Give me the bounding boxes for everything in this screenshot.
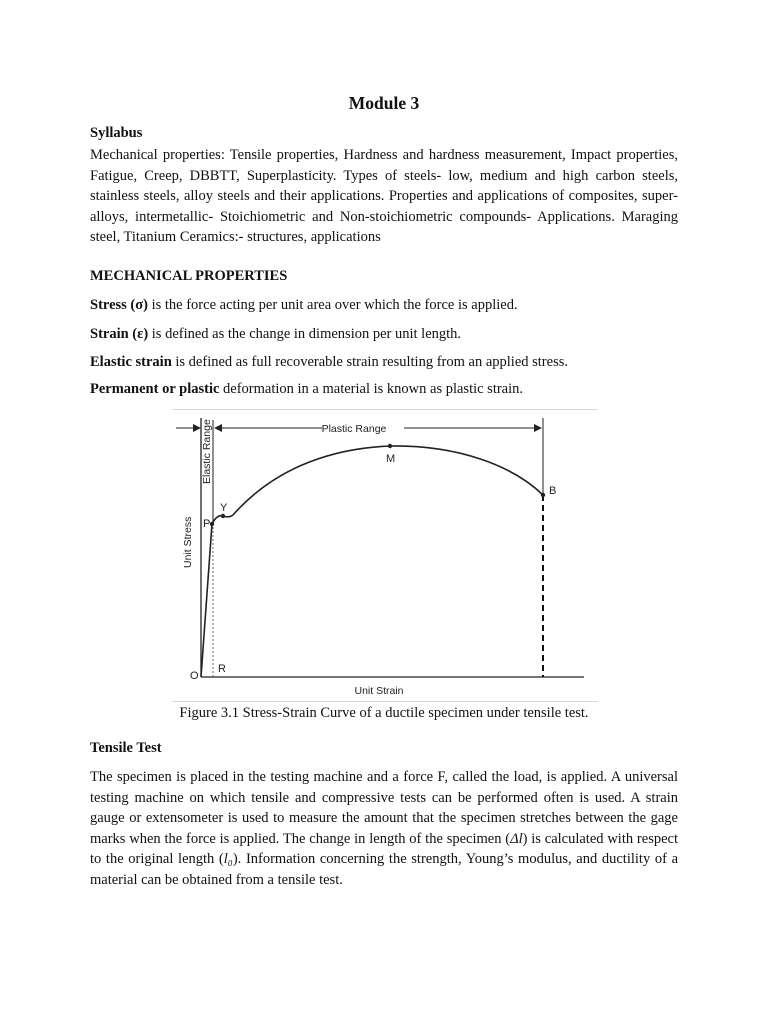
definition-text: deformation in a material is known as plastic strain. (219, 381, 524, 397)
delta-l-symbol: Δl (510, 830, 523, 847)
point-m-label: M (386, 453, 396, 465)
syllabus-text: Mechanical properties: Tensile properties, Hardness and hardness measurement, Impact properties, Fatigue, Creep, DBBTT, Superplasticity. Types of steels- low, medium and high carbon steels, stainless steels, alloy steels and their applications. Properties and applications of composites, super-alloys, intermetallic- Stoichiometric and Non-stoichiometric compounds- Applications. Maraging steel, Titanium Ceramics:- structures, applications (90, 147, 678, 246)
point-m-marker (388, 444, 392, 448)
mechanical-properties-heading: MECHANICAL PROPERTIES (90, 268, 288, 284)
elastic-range-label: Elastic Range (201, 419, 213, 484)
stress-strain-diagram (172, 410, 598, 701)
point-b-label: B (549, 485, 557, 497)
point-y-label: Y (220, 502, 228, 514)
point-y-marker (221, 514, 225, 518)
point-o-label: O (190, 670, 199, 682)
tensile-test-text (90, 767, 678, 891)
point-p-label: P (203, 518, 211, 530)
definition-elastic-strain (90, 354, 690, 371)
page-title: Module 3 (348, 93, 420, 113)
plastic-range-label: Plastic Range (321, 423, 387, 435)
syllabus-heading: Syllabus (90, 125, 143, 141)
figure-caption: Figure 3.1 Stress-Strain Curve of a ductile specimen under tensile test. (179, 705, 589, 721)
point-r-label: R (218, 663, 226, 675)
definition-term: Elastic strain (90, 354, 172, 370)
stress-strain-figure (172, 409, 598, 702)
definition-text: is defined as the change in dimension per unit length. (148, 326, 462, 342)
definition-term: Permanent or plastic (90, 381, 220, 397)
definition-term: Stress (σ) (90, 297, 148, 313)
tensile-text-part: The specimen is placed in the testing machine and a force F, called the load, is applied. A universal testing machine on which tensile and compressive tests can be performed often is used. A strain gauge or extensometer is used to measure the amount that the specimen stretches between the gage marks when the force is applied. The change in length of the specimen ( (90, 769, 678, 847)
point-p-marker (210, 522, 214, 526)
tensile-text-part: ) is calculated with respect to the original length ( (90, 830, 678, 868)
l0-symbol: l₀ (223, 851, 233, 868)
y-axis-label: Unit Stress (182, 516, 194, 568)
definition-strain (90, 326, 690, 343)
tensile-text-part: ). Information concerning the strength, Young’s modulus, and ductility of a material can be obtained from a tensile test. (90, 851, 679, 888)
x-axis-label: Unit Strain (354, 685, 404, 697)
definition-text: is defined as full recoverable strain resulting from an applied stress. (171, 354, 568, 370)
point-b-marker (541, 493, 545, 497)
definition-stress (90, 297, 690, 314)
stress-strain-curve (201, 446, 543, 677)
definition-text: is the force acting per unit area over which the force is applied. (147, 297, 518, 313)
definition-term: Strain (ε) (90, 326, 149, 342)
tensile-test-heading: Tensile Test (90, 740, 162, 756)
definition-plastic-strain (90, 381, 690, 398)
